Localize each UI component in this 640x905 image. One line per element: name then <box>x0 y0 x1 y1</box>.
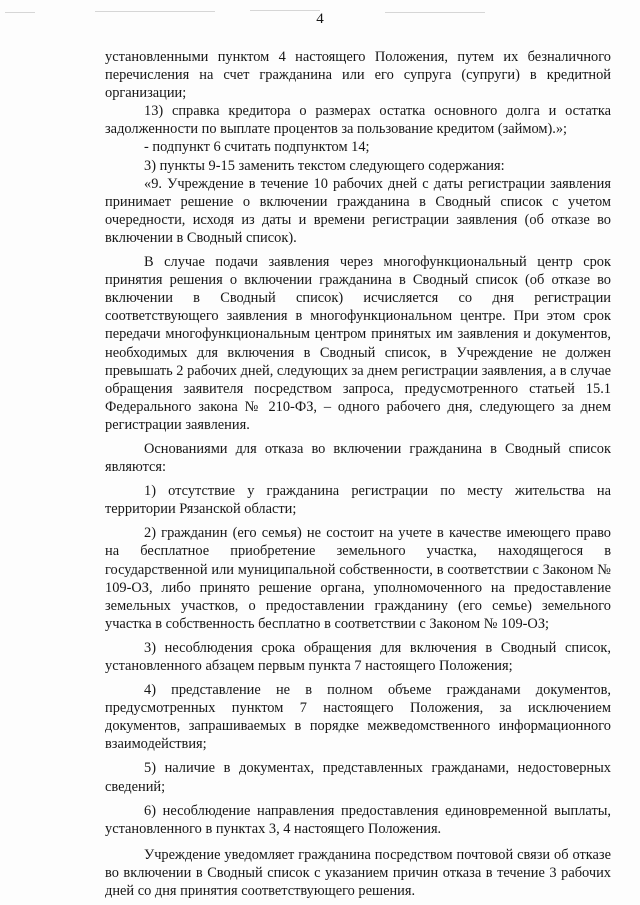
page-number: 4 <box>316 11 324 27</box>
list-item: 3) несоблюдения срока обращения для включения в Сводный список, установленного абзацем первым пункта 7 настоящего Положения; <box>105 639 611 674</box>
paragraph: установленными пунктом 4 настоящего Положения, путем их безналичного перечисления на счет гражданина или его супруга (супруги) в кредитной организации; <box>105 49 611 102</box>
paragraph: В случае подачи заявления через многофункциональный центр срок принятия решения о включении гражданина в Сводный список (об отказе во включении в Сводный список) исчисляется со дня регистрации соответствующего заявления в многофункциональном центре. При этом срок передачи многофункциональным центром принятых им заявления и документов, необходимых для включения в Сводный список, в Учреждение не должен превышать 2 рабочих дней, следующих за днем регистрации заявления, а в случае обращения заявителя посредством запроса, предусмотренного статьей 15.1 Федерального закона № 210-ФЗ, – одного рабочего дня, следующего за днем регистрации заявления. <box>105 254 611 433</box>
list-item: 4) представление не в полном объеме гражданами документов, предусмотренных пунктом 7 настоящего Положения, за исключением документов, запрашиваемых в порядке межведомственного информационного взаимодействия; <box>105 682 611 753</box>
list-item: 1) отсутствие у гражданина регистрации по месту жительства на территории Рязанской области; <box>105 483 611 518</box>
document-body <box>105 48 611 900</box>
paragraph: - подпункт 6 считать подпунктом 14; <box>144 139 370 156</box>
paragraph: Учреждение уведомляет гражданина посредством почтовой связи об отказе во включении в Сводный список с указанием причин отказа в течение 3 рабочих дней со дня принятия соответствующего решения. <box>105 846 611 900</box>
list-item: 6) несоблюдение направления предоставления единовременной выплаты, установленного в пунктах 3, 4 настоящего Положения. <box>105 802 611 837</box>
paragraph: 3) пункты 9-15 заменить текстом следующего содержания: <box>144 157 505 174</box>
paragraph: 13) справка кредитора о размерах остатка основного долга и остатка задолженности по выплате процентов за пользование кредитом (займом).»; <box>105 103 611 138</box>
list-item: 2) гражданин (его семья) не состоит на учете в качестве имеющего право на бесплатное приобретение земельного участка, находящегося в государственной или муниципальной собственности, в соответствии с Законом № 109-ОЗ, либо принято решение органа, уполномоченного на предоставление земельных участков, о предоставлении гражданину (его семье) земельного участка в собственность бесплатно в соответствии с Законом № 109-ОЗ; <box>105 525 611 632</box>
paragraph: «9. Учреждение в течение 10 рабочих дней с даты регистрации заявления принимает решение о включении гражданина в Сводный список с учетом очередности, исходя из даты и времени регистрации заявления (об отказе во включении в Сводный список). <box>105 175 611 246</box>
list-item: 5) наличие в документах, представленных гражданами, недостоверных сведений; <box>105 760 611 795</box>
paragraph: Основаниями для отказа во включении гражданина в Сводный список являются: <box>105 440 611 476</box>
